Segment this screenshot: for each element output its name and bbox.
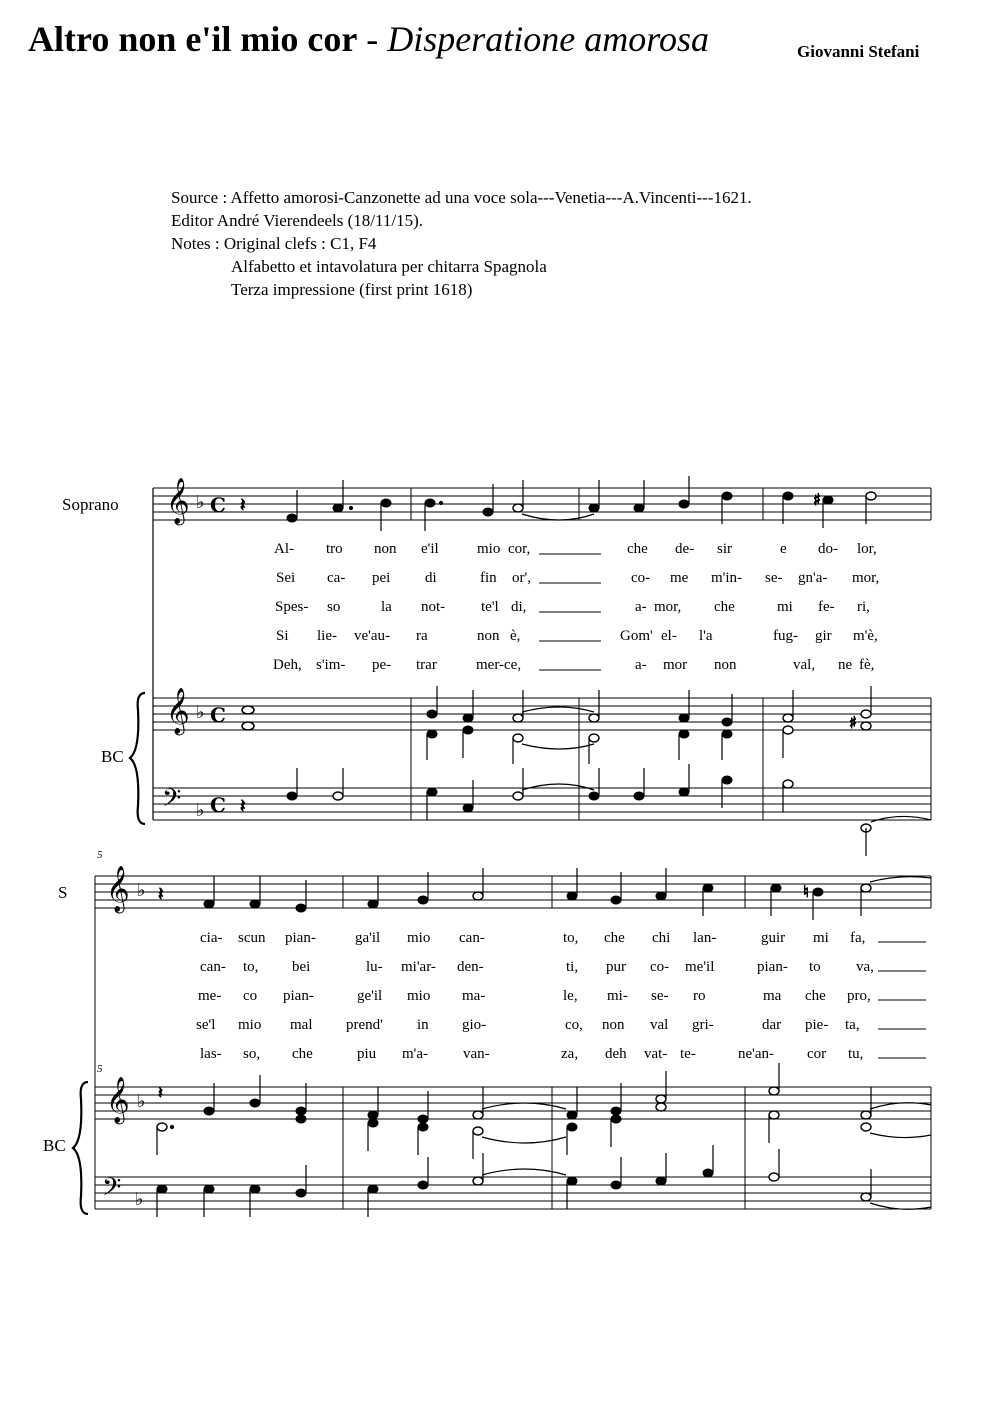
notehead bbox=[656, 1177, 666, 1185]
grand-staff-brace-icon bbox=[73, 1082, 88, 1214]
system-2 bbox=[73, 849, 931, 1217]
lyric-syllable: fug- bbox=[773, 628, 798, 644]
notehead bbox=[204, 1185, 214, 1193]
lyric-syllable: non bbox=[477, 628, 500, 644]
lyric-syllable: m'in- bbox=[711, 570, 743, 586]
lyric-syllable: el- bbox=[661, 628, 677, 644]
notehead bbox=[769, 1173, 779, 1181]
alfabetto-line: Alfabetto et intavolatura per chitarra Spagnola bbox=[231, 257, 547, 276]
notehead bbox=[250, 1099, 260, 1107]
notehead bbox=[483, 508, 493, 516]
lyric-verse-4 bbox=[196, 1017, 860, 1033]
lyric-syllable: mer- bbox=[476, 657, 505, 673]
lyric-syllable: lie- bbox=[317, 628, 337, 644]
bass-clef-icon: 𝄢 bbox=[102, 1173, 122, 1208]
lyric-syllable: mi bbox=[813, 930, 829, 946]
tie-slur bbox=[870, 1133, 931, 1138]
bass-clef-icon: 𝄢 bbox=[162, 784, 182, 819]
tie-slur bbox=[522, 784, 594, 790]
notehead bbox=[589, 734, 599, 742]
title-main: Altro non e'il mio cor bbox=[28, 19, 358, 59]
notehead bbox=[679, 730, 689, 738]
notehead bbox=[567, 1123, 577, 1131]
tie-slur bbox=[522, 514, 594, 520]
notehead bbox=[473, 892, 483, 900]
notehead bbox=[425, 499, 435, 507]
bc-bass-staff-1 bbox=[153, 788, 931, 820]
lyric-syllable: ri, bbox=[857, 599, 870, 615]
lyric-syllable: to, bbox=[563, 930, 579, 946]
bc-label-system1: BC bbox=[101, 747, 124, 766]
lyric-syllable: ga'il bbox=[355, 930, 381, 946]
notehead bbox=[333, 792, 343, 800]
lyric-syllable: di, bbox=[511, 599, 527, 615]
lyric-syllable: mor bbox=[663, 657, 688, 673]
lyric-syllable: can- bbox=[459, 930, 485, 946]
notehead bbox=[589, 792, 599, 800]
tie-slur bbox=[482, 1137, 566, 1143]
notehead bbox=[381, 499, 391, 507]
notehead bbox=[463, 714, 473, 722]
notehead bbox=[589, 714, 599, 722]
notehead bbox=[287, 792, 297, 800]
notehead bbox=[473, 1177, 483, 1185]
lyric-syllable: non bbox=[602, 1017, 625, 1033]
lyric-extenders-1 bbox=[539, 554, 601, 670]
notehead bbox=[296, 904, 306, 912]
lyric-verse-2 bbox=[200, 959, 874, 975]
lyric-syllable: fin bbox=[480, 570, 497, 586]
dot bbox=[349, 506, 352, 509]
lyric-syllable: tro bbox=[326, 541, 343, 557]
notehead bbox=[679, 714, 689, 722]
lyric-syllable: lor, bbox=[857, 541, 877, 557]
notehead bbox=[513, 504, 523, 512]
notehead bbox=[722, 492, 732, 500]
lyric-syllable: co- bbox=[650, 959, 670, 975]
dot bbox=[439, 501, 442, 504]
lyric-syllable: se- bbox=[651, 988, 669, 1004]
lyric-syllable: che bbox=[292, 1046, 313, 1062]
notehead bbox=[242, 722, 254, 730]
lyric-syllable: ca- bbox=[327, 570, 346, 586]
notehead bbox=[861, 884, 871, 892]
lyric-syllable: gir bbox=[815, 628, 832, 644]
tie-slur bbox=[522, 707, 594, 712]
notehead bbox=[634, 504, 644, 512]
common-time-icon: C bbox=[210, 703, 226, 727]
lyric-syllable: fa, bbox=[850, 930, 866, 946]
soprano-staff-2 bbox=[95, 876, 931, 1209]
notehead bbox=[567, 1177, 577, 1185]
lyric-verse-4 bbox=[276, 628, 878, 644]
lyric-syllable: ro bbox=[693, 988, 706, 1004]
notehead bbox=[418, 1181, 428, 1189]
tie-slur bbox=[871, 816, 931, 822]
lyrics-system-1 bbox=[273, 541, 879, 673]
lyric-syllable: cia- bbox=[200, 930, 223, 946]
lyric-syllable: non bbox=[374, 541, 397, 557]
notehead bbox=[861, 1193, 871, 1201]
dot bbox=[170, 1125, 173, 1128]
lyric-verse-5 bbox=[200, 1046, 863, 1062]
lyric-syllable: a- bbox=[635, 657, 647, 673]
lyric-syllable: pe- bbox=[372, 657, 392, 673]
flat-sign-icon: ♭ bbox=[135, 1189, 144, 1210]
lyric-syllable: lan- bbox=[693, 930, 717, 946]
lyric-syllable: not- bbox=[421, 599, 446, 615]
bc-bass-notes-1 bbox=[240, 764, 931, 856]
lyric-syllable: ne'an- bbox=[738, 1046, 775, 1062]
lyric-syllable: mor, bbox=[852, 570, 880, 586]
treble-clef-icon: 𝄞 bbox=[106, 1077, 130, 1123]
notehead bbox=[463, 804, 473, 812]
lyric-syllable: scun bbox=[238, 930, 266, 946]
bc-treble-staff-1 bbox=[153, 698, 931, 820]
notehead bbox=[287, 514, 297, 522]
lyric-syllable: mi- bbox=[607, 988, 628, 1004]
notehead bbox=[418, 1123, 428, 1131]
lyric-syllable: mio bbox=[238, 1017, 262, 1033]
notehead bbox=[567, 1111, 577, 1119]
notehead bbox=[296, 1189, 306, 1197]
lyric-syllable: Gom' bbox=[620, 628, 653, 644]
flat-sign-icon: ♭ bbox=[196, 492, 205, 513]
lyric-verse-2 bbox=[276, 570, 879, 586]
bc-treble-staff-2 bbox=[95, 1087, 931, 1209]
notehead bbox=[157, 1123, 167, 1131]
title-separator: - bbox=[357, 19, 388, 59]
lyric-syllable: ma bbox=[763, 988, 782, 1004]
lyric-syllable: ne bbox=[838, 657, 853, 673]
lyric-syllable: a- bbox=[635, 599, 647, 615]
soprano-short-label: S bbox=[58, 883, 68, 902]
lyric-syllable: mio bbox=[407, 930, 431, 946]
notehead bbox=[861, 722, 871, 730]
lyric-syllable: las- bbox=[200, 1046, 222, 1062]
lyric-syllable: ge'il bbox=[357, 988, 383, 1004]
flat-sign-icon: ♭ bbox=[137, 1091, 146, 1112]
lyric-syllable: Al- bbox=[274, 541, 294, 557]
notehead bbox=[513, 734, 523, 742]
flat-sign-icon: ♭ bbox=[196, 702, 205, 723]
notehead bbox=[634, 792, 644, 800]
lyric-syllable: sir bbox=[717, 541, 732, 557]
lyric-syllable: di bbox=[425, 570, 437, 586]
notehead bbox=[703, 884, 713, 892]
lyric-syllable: co bbox=[243, 988, 258, 1004]
grand-staff-brace-icon bbox=[130, 693, 145, 824]
lyric-syllable: che bbox=[805, 988, 826, 1004]
lyric-syllable: fe- bbox=[818, 599, 835, 615]
lyric-syllable: pie- bbox=[805, 1017, 829, 1033]
lyric-syllable: Deh, bbox=[273, 657, 302, 673]
lyric-syllable: Spes- bbox=[275, 599, 309, 615]
flat-sign-icon: ♭ bbox=[196, 800, 205, 821]
lyric-syllable: or', bbox=[512, 570, 531, 586]
notehead bbox=[204, 1107, 214, 1115]
lyric-syllable: mal bbox=[290, 1017, 313, 1033]
notehead bbox=[611, 1181, 621, 1189]
notehead bbox=[722, 718, 732, 726]
lyric-syllable: mio bbox=[477, 541, 501, 557]
clefs-line: Notes : Original clefs : C1, F4 bbox=[171, 234, 377, 253]
notehead bbox=[427, 788, 437, 796]
lyric-syllable: pei bbox=[372, 570, 391, 586]
notehead bbox=[368, 1185, 378, 1193]
lyric-syllable: me- bbox=[198, 988, 222, 1004]
notehead bbox=[368, 900, 378, 908]
lyric-syllable: so bbox=[327, 599, 341, 615]
notehead bbox=[368, 1119, 378, 1127]
lyric-syllable: pian- bbox=[757, 959, 788, 975]
lyric-syllable: mio bbox=[407, 988, 431, 1004]
lyric-syllable: bei bbox=[292, 959, 311, 975]
notehead bbox=[656, 892, 666, 900]
editor-line: Editor André Vierendeels (18/11/15). bbox=[171, 211, 424, 230]
lyric-syllable: pro, bbox=[847, 988, 871, 1004]
treble-clef-icon: 𝄞 bbox=[106, 866, 130, 912]
notehead bbox=[204, 900, 214, 908]
lyric-syllable: mi'ar- bbox=[401, 959, 436, 975]
lyric-syllable: so, bbox=[243, 1046, 261, 1062]
lyric-syllable: cor, bbox=[508, 541, 531, 557]
lyric-syllable: pian- bbox=[283, 988, 314, 1004]
notehead bbox=[783, 492, 793, 500]
lyric-syllable: piu bbox=[357, 1046, 377, 1062]
lyric-syllable: gri- bbox=[692, 1017, 714, 1033]
system-1 bbox=[130, 476, 931, 856]
bc-bass-notes-2 bbox=[157, 1145, 931, 1217]
lyric-extenders-2 bbox=[878, 942, 926, 1058]
lyric-syllable: s'im- bbox=[316, 657, 346, 673]
lyric-syllable: me bbox=[670, 570, 689, 586]
tie-slur bbox=[870, 1103, 931, 1109]
lyric-syllable: to, bbox=[243, 959, 259, 975]
common-time-icon: C bbox=[210, 793, 226, 817]
quarter-rest-icon: 𝄽 bbox=[158, 1083, 163, 1102]
lyric-verse-1 bbox=[200, 930, 865, 946]
quarter-rest-icon: 𝄽 bbox=[158, 884, 164, 905]
tie-slur bbox=[482, 1169, 566, 1175]
lyric-syllable: la bbox=[381, 599, 392, 615]
lyric-syllable: mor, bbox=[654, 599, 682, 615]
notehead bbox=[589, 504, 599, 512]
notehead bbox=[427, 710, 437, 718]
lyric-syllable: e'il bbox=[421, 541, 439, 557]
lyric-syllable: m'a- bbox=[402, 1046, 429, 1062]
notehead bbox=[679, 500, 689, 508]
measure-number: 5 bbox=[97, 1063, 103, 1075]
lyric-syllable: den- bbox=[457, 959, 484, 975]
notehead bbox=[250, 1185, 260, 1193]
notehead bbox=[656, 1103, 666, 1111]
notehead bbox=[611, 1115, 621, 1123]
tie-slur bbox=[870, 877, 931, 882]
notehead bbox=[463, 726, 473, 734]
lyric-syllable: val bbox=[650, 1017, 669, 1033]
notehead bbox=[427, 730, 437, 738]
lyric-syllable: dar bbox=[762, 1017, 782, 1033]
soprano-label: Soprano bbox=[62, 495, 119, 514]
composer-name: Giovanni Stefani bbox=[797, 42, 920, 61]
lyric-syllable: Si bbox=[276, 628, 289, 644]
lyric-syllable: m'è, bbox=[853, 628, 878, 644]
notehead bbox=[679, 788, 689, 796]
lyric-syllable: è, bbox=[510, 628, 521, 644]
impression-line: Terza impressione (first print 1618) bbox=[231, 280, 473, 299]
notehead bbox=[611, 1107, 621, 1115]
lyric-syllable: pian- bbox=[285, 930, 316, 946]
source-line: Source : Affetto amorosi-Canzonette ad una voce sola---Venetia---A.Vincenti---1621. bbox=[171, 188, 752, 207]
lyric-syllable: ma- bbox=[462, 988, 486, 1004]
lyric-syllable: te'l bbox=[481, 599, 499, 615]
lyric-syllable: va, bbox=[856, 959, 874, 975]
bc-bass-staff-2 bbox=[95, 1177, 931, 1209]
notehead bbox=[813, 888, 823, 896]
notehead bbox=[823, 496, 833, 504]
lyric-syllable: deh bbox=[605, 1046, 627, 1062]
lyric-syllable: cor bbox=[807, 1046, 827, 1062]
notehead bbox=[769, 1111, 779, 1119]
notehead bbox=[250, 900, 260, 908]
notehead bbox=[861, 1111, 871, 1119]
lyrics-system-2 bbox=[196, 930, 874, 1062]
lyric-verse-1 bbox=[274, 541, 877, 557]
lyric-syllable: le, bbox=[563, 988, 578, 1004]
lyric-syllable: chi bbox=[652, 930, 671, 946]
notehead bbox=[866, 492, 876, 500]
notehead bbox=[296, 1107, 306, 1115]
quarter-rest-icon: 𝄽 bbox=[240, 495, 246, 516]
lyric-syllable: se'l bbox=[196, 1017, 216, 1033]
notehead bbox=[567, 892, 577, 900]
lyric-syllable: mi bbox=[777, 599, 793, 615]
lyric-syllable: te- bbox=[680, 1046, 696, 1062]
lyric-syllable: gn'a- bbox=[798, 570, 828, 586]
notehead bbox=[656, 1095, 666, 1103]
notehead bbox=[783, 780, 793, 788]
lyric-syllable: gio- bbox=[462, 1017, 487, 1033]
lyric-syllable: che bbox=[627, 541, 648, 557]
notehead bbox=[611, 896, 621, 904]
notehead bbox=[513, 792, 523, 800]
notehead bbox=[368, 1111, 378, 1119]
notehead bbox=[722, 730, 732, 738]
notehead bbox=[157, 1185, 167, 1193]
notehead bbox=[513, 714, 523, 722]
notehead bbox=[333, 504, 343, 512]
tie-slur bbox=[522, 744, 594, 749]
lyric-syllable: non bbox=[714, 657, 737, 673]
lyric-syllable: Sei bbox=[276, 570, 296, 586]
notehead bbox=[861, 1123, 871, 1131]
lyric-syllable: za, bbox=[561, 1046, 579, 1062]
lyric-syllable: che bbox=[604, 930, 625, 946]
lyric-syllable: to bbox=[809, 959, 821, 975]
notehead bbox=[703, 1169, 713, 1177]
lyric-syllable: ta, bbox=[845, 1017, 860, 1033]
lyric-syllable: ce, bbox=[504, 657, 522, 673]
lyric-syllable: ti, bbox=[566, 959, 579, 975]
lyric-verse-3 bbox=[275, 599, 870, 615]
flat-sign-icon: ♭ bbox=[137, 880, 146, 901]
notehead bbox=[242, 706, 254, 714]
notehead bbox=[771, 884, 781, 892]
sharp-sign-icon: ♯ bbox=[813, 490, 821, 509]
notehead bbox=[296, 1115, 306, 1123]
lyric-syllable: ve'au- bbox=[354, 628, 391, 644]
lyric-syllable: l'a bbox=[699, 628, 713, 644]
lyric-syllable: che bbox=[714, 599, 735, 615]
notehead bbox=[418, 1115, 428, 1123]
lyric-syllable: lu- bbox=[366, 959, 383, 975]
lyric-syllable: tu, bbox=[848, 1046, 864, 1062]
lyric-syllable: can- bbox=[200, 959, 226, 975]
notehead bbox=[473, 1127, 483, 1135]
lyric-syllable: trar bbox=[416, 657, 437, 673]
lyric-verse-5 bbox=[273, 657, 874, 673]
lyric-syllable: in bbox=[417, 1017, 429, 1033]
lyric-syllable: do- bbox=[818, 541, 838, 557]
notehead bbox=[783, 714, 793, 722]
common-time-icon: C bbox=[210, 493, 226, 517]
bc-label-system2: BC bbox=[43, 1136, 66, 1155]
notehead bbox=[418, 896, 428, 904]
lyric-syllable: e bbox=[780, 541, 787, 557]
tie-slur bbox=[482, 1103, 566, 1109]
notehead bbox=[769, 1087, 779, 1095]
notehead bbox=[783, 726, 793, 734]
lyric-syllable: van- bbox=[463, 1046, 490, 1062]
lyric-syllable: vat- bbox=[644, 1046, 668, 1062]
lyric-verse-3 bbox=[198, 988, 871, 1004]
lyric-syllable: fè, bbox=[859, 657, 875, 673]
lyric-syllable: ra bbox=[416, 628, 428, 644]
notehead bbox=[861, 710, 871, 718]
tie-slur bbox=[870, 1203, 931, 1209]
treble-clef-icon: 𝄞 bbox=[166, 688, 190, 734]
notehead bbox=[722, 776, 732, 784]
lyric-syllable: co, bbox=[565, 1017, 583, 1033]
lyric-syllable: guir bbox=[761, 930, 786, 946]
measure-number: 5 bbox=[97, 849, 103, 861]
quarter-rest-icon: 𝄽 bbox=[240, 796, 246, 817]
lyric-syllable: de- bbox=[675, 541, 695, 557]
lyric-syllable: pur bbox=[606, 959, 626, 975]
treble-clef-icon: 𝄞 bbox=[166, 478, 190, 524]
lyric-syllable: co- bbox=[631, 570, 651, 586]
title-subtitle: Disperatione amorosa bbox=[387, 19, 709, 59]
lyric-syllable: me'il bbox=[685, 959, 715, 975]
notehead bbox=[473, 1111, 483, 1119]
lyric-syllable: prend' bbox=[346, 1017, 383, 1033]
sharp-sign-icon: ♯ bbox=[849, 713, 857, 732]
lyric-syllable: val, bbox=[793, 657, 816, 673]
lyric-syllable: se- bbox=[765, 570, 783, 586]
natural-sign-icon: ♮ bbox=[803, 882, 809, 901]
